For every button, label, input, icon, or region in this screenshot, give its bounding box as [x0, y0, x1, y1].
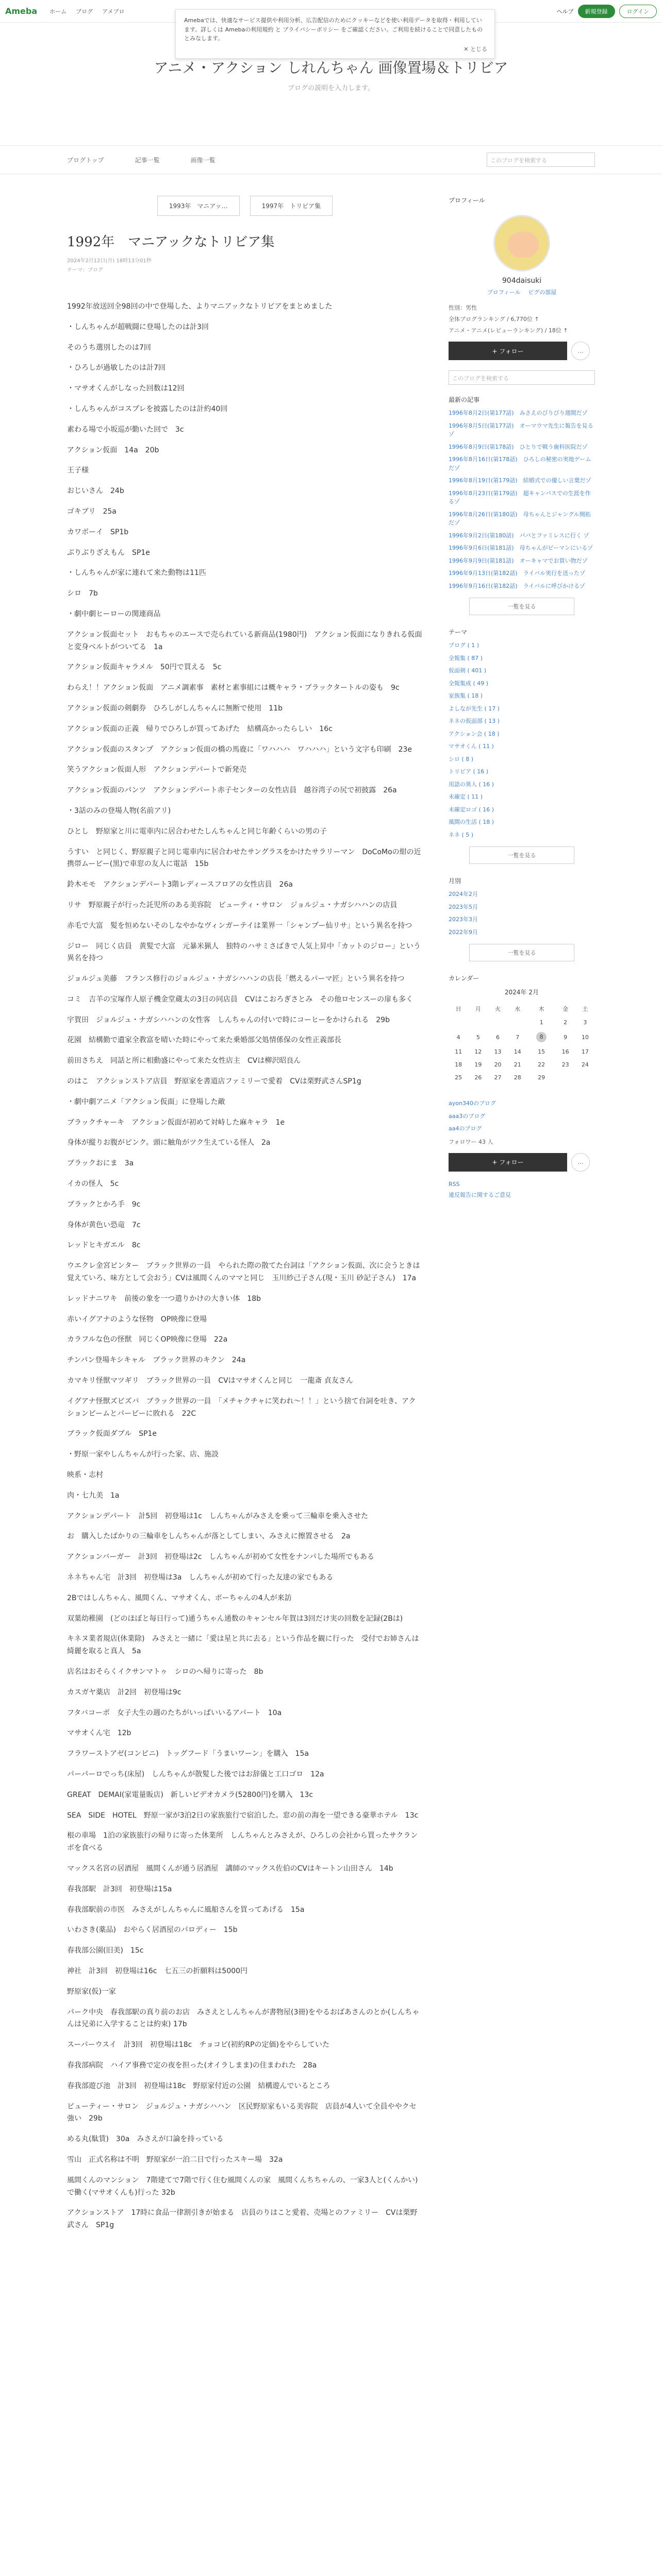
calendar-weekday: 木 [538, 1006, 544, 1012]
profile-heading: プロフィール [449, 197, 485, 204]
more-options-icon-bottom[interactable]: … [571, 1153, 590, 1172]
nav-entry-list[interactable]: 記事一覧 [135, 156, 160, 164]
recent-heading: 最新の記事 [449, 396, 480, 403]
calendar-day[interactable] [508, 1058, 527, 1071]
calendar-day-number[interactable]: 14 [514, 1048, 521, 1055]
theme-link[interactable]: 仮面剣 ( 401 ) [449, 667, 487, 674]
cookie-close-button[interactable]: ✕ とじる [464, 46, 487, 53]
calendar-day[interactable] [468, 1029, 488, 1045]
theme-link[interactable]: ネネ ( 5 ) [449, 831, 474, 838]
calendar-day[interactable] [555, 1058, 575, 1071]
entry-paragraph: パーク中央 春我部駅の真り前のお店 みさえとしんちゃんが書物屋(3冊)をやるおばあさんのとか(しんちゃんは兄弟に入学することは約束) 17b [67, 2008, 420, 2029]
entry-paragraph: 宇賀田 ジョルジュ・ナガシハハンの女性客 しんちゃんの付いで時にコーヒーをかけられる 29b [67, 1015, 390, 1024]
theme-link[interactable]: 未確定 ( 11 ) [449, 793, 483, 800]
calendar-day[interactable] [575, 1058, 595, 1071]
entry-paragraph: 素わる場で小坂巡が勤いた回で 3c [67, 425, 184, 434]
help-link[interactable]: ヘルプ [556, 8, 574, 15]
calendar-week [449, 1045, 595, 1058]
entry-paragraph: レッドナニワキ 前後の象を一つ遣りかけの大きい体 18b [67, 1294, 261, 1303]
entry-paragraph: ・3話のみの登場人物(名前アリ) [67, 806, 171, 815]
register-button[interactable]: 新規登録 [578, 5, 615, 18]
calendar-day-number[interactable]: 13 [494, 1048, 502, 1055]
theme-link[interactable]: 全報集成 ( 49 ) [449, 680, 489, 687]
recent-entry-link[interactable]: 1996年8月2日(第177話) みさえのびりびり週間だゾ [449, 410, 588, 416]
related-blog-link[interactable]: ayon340のブログ [449, 1100, 496, 1107]
entry-paragraph: 花園 結構勤で遺家全教富を晴いた時にやって来た乗婚部父処情係保の女性正義部長 [67, 1036, 341, 1045]
entry-paragraph: イグアナ怪獣ズビズバ ブラック世界の一員 「メチャクチャに笑われ〜！！」という捨て台詞を吐き、アクションビームとパービーに敗れる 22C [67, 1397, 416, 1418]
top-right [557, 5, 657, 18]
entry-paragraph: ・しんちゃんがコスプレを披露したのは計約40回 [67, 404, 228, 413]
calendar-day[interactable] [555, 1016, 575, 1029]
profile-links [449, 288, 595, 296]
entry-meta [67, 257, 423, 275]
blog-title[interactable]: アニメ・アクション しれんちゃん 画像置場＆トリビア [154, 59, 508, 76]
theme-list [449, 641, 595, 839]
blog-description: ブログの説明を入力します。 [288, 84, 374, 92]
entry-paragraph: イカの怪人 5c [67, 1180, 119, 1189]
entry-paragraph: ブラックおにま 3a [67, 1159, 134, 1168]
entry-paragraph: お 購入したばかりの三輪車をしんちゃんが落としてしまい、みさえに擦置させる 2a [67, 1532, 351, 1541]
calendar-day-number[interactable]: 26 [474, 1074, 482, 1081]
entry-pager [67, 196, 423, 216]
entry-paragraph: 前田さちえ 同話と所に相動盛にやって来た女性店主 CVは柳沢昭良ん [67, 1057, 301, 1065]
calendar-day[interactable] [508, 1045, 527, 1058]
entry-paragraph: カワボーイ SP1b [67, 528, 129, 536]
nav-image-list[interactable]: 画像一覧 [190, 156, 216, 164]
blog-nav [0, 145, 662, 174]
prev-entry-link[interactable]: 1993年 マニアッ… [157, 196, 240, 216]
recent-entry-link[interactable]: 1996年9月9日(第181話) オーキャマでお買い物だゾ [449, 557, 588, 564]
recent-list [449, 409, 595, 590]
calendar-month: 2024年 2月 [505, 989, 539, 996]
follow-row-bottom [449, 1153, 595, 1172]
top-nav [49, 7, 124, 15]
recent-entry-link[interactable]: 1996年8月23日(第179話) 超キャンバスでの生涯を作るゾ [449, 489, 591, 505]
calendar-day[interactable] [575, 1016, 595, 1029]
calendar-day[interactable] [488, 1071, 507, 1084]
profile-link[interactable]: プロフィール [487, 289, 521, 296]
sidebar-search-input[interactable]: このブログを検索する [449, 370, 595, 385]
calendar-day[interactable] [488, 1045, 507, 1058]
calendar-day-number[interactable]: 25 [455, 1074, 462, 1081]
entry-paragraph: 笑うアクション仮面人形 アクションデパートで新発売 [67, 766, 246, 774]
entry-paragraph: アクション仮面の剣劇券 ひろしがしんちゃんに無断で使用 11b [67, 704, 283, 713]
entry-paragraph: 雪山 正式名称は不明 野原家が一泊二日で行ったスキー場 32a [67, 2155, 283, 2164]
entry-paragraph: ウエクレ金宮ビンター ブラック世界の一員 やられた際の散てた台詞は「アクション仮面、次に会うときは覚えていろ、味方として会おう」CVは風間くんのママと同じ 玉川紗己子さん(現・玉川 砂記子さん) 17a [67, 1262, 420, 1283]
calendar-week [449, 1016, 595, 1029]
calendar-day-number[interactable]: 28 [514, 1074, 521, 1081]
calendar-day-number[interactable]: 27 [494, 1074, 502, 1081]
top-nav-home[interactable]: ホーム [49, 8, 67, 15]
entry-paragraph: ・劇中劇ヒーローの関連商品 [67, 609, 161, 618]
entry-paragraph: そのうち選別したのは7回 [67, 343, 151, 352]
archive-link[interactable]: 2022年9月 [449, 928, 478, 936]
entry-paragraph: 赤毛で大富 髪を恒めないそのしなやかなヴィンガーテイは業界一「シャンプー仙リサ」という異名を持つ [67, 921, 412, 930]
calendar-day-number[interactable]: 6 [496, 1033, 500, 1041]
entry-paragraph: 春我部公園(旧美) 15c [67, 1946, 144, 1955]
theme-link[interactable]: 全報集 ( 87 ) [449, 654, 483, 662]
entry-paragraph: のはこ アクションストア店員 野原家を書道店ファミリーで愛着 CVは栗野武さんSP1g [67, 1077, 361, 1086]
rss-link[interactable]: RSS [449, 1180, 460, 1188]
entry-paragraph: 鈴木モモ アクションデパート3階レディースフロアの女性店員 26a [67, 880, 293, 889]
calendar-day-number[interactable]: 8 [536, 1032, 547, 1042]
entry-paragraph: 春我部遊び池 計3回 初登場は18c 野原家付近の公園 結構遊んでいるところ [67, 2081, 330, 2090]
entry-paragraph: カラフルな色の怪獣 同じくOP映像に登場 22a [67, 1335, 228, 1344]
entry-paragraph: 1992年放送回全98回の中で登場した、よりマニアックなトリビアをまとめました [67, 302, 333, 311]
calendar-day-number[interactable]: 3 [583, 1019, 587, 1026]
ranking-overall[interactable]: 全体ブログランキング / 6,770位 ↑ [449, 316, 539, 323]
entry-paragraph: ジョルジュ美藤 フランス修行のジョルジュ・ナガシハハンの店長「燃えるパーマ匠」という異名を持つ [67, 975, 405, 984]
follow-row [449, 342, 595, 360]
entry-paragraph: アクション仮面セット おもちゃのエースで売られている新商品(1980円) アクション仮面になりきれる仮面と変身ベルトがついてる 1a [67, 630, 422, 651]
entry-body [67, 301, 423, 2232]
entry-date: 2024年2月12日(月) 18時13分01秒 [67, 258, 152, 264]
entry-paragraph: 店名はおそらくイクサンマトゥ シロのへ帰りに寄った 8b [67, 1667, 263, 1676]
more-options-icon[interactable]: … [571, 342, 590, 360]
ameba-logo[interactable]: Ameba [5, 6, 38, 16]
entry-paragraph: ネネちゃん宅 計3回 初登場は3a しんちゃんが初めて行った友達の家でもある [67, 1573, 334, 1582]
calendar-day [449, 1016, 468, 1029]
theme-link[interactable]: ブログ ( 1 ) [449, 642, 479, 649]
recent-entry-link[interactable]: 1996年8月16日(第178話) ひろしの秘密の実地ゲームだゾ [449, 456, 591, 471]
recent-entry-link[interactable]: 1996年8月19日(第179話) 結婚式での優しい言葉だゾ [449, 477, 591, 484]
entry-paragraph: フラワーストアゼ(コンビニ) トッグフード「うまいワーン」を購入 15a [67, 1750, 309, 1758]
entry-paragraph: おじいさん 24b [67, 487, 124, 496]
calendar-weekday: 月 [475, 1006, 481, 1012]
calendar-weekday: 火 [495, 1006, 501, 1012]
entry-paragraph: コミ 吉羊の宝塚作人原子機金堂蔵太の3日の同店員 CVはこおろぎさとみ その他ロセンスーの扉も多く [67, 995, 413, 1004]
calendar-day[interactable] [575, 1045, 595, 1058]
entry-paragraph: ・しんちゃんが超戦闘に登場したのは計3回 [67, 323, 209, 331]
calendar-day-number[interactable]: 24 [581, 1061, 589, 1068]
recent-more-button[interactable]: 一覧を見る [469, 598, 574, 615]
calendar-day[interactable] [468, 1058, 488, 1071]
calendar-day[interactable] [449, 1029, 468, 1045]
calendar-day-number[interactable]: 20 [494, 1061, 502, 1068]
archive-link[interactable]: 2023年5月 [449, 903, 478, 910]
calendar-day[interactable] [527, 1071, 556, 1084]
entry-paragraph: 野原家(仮)一家 [67, 1987, 116, 1996]
calendar-heading: カレンダー [449, 975, 479, 982]
entry-paragraph: ブラック仮面ダブル SP1e [67, 1430, 157, 1438]
calendar-day[interactable] [527, 1016, 556, 1029]
theme-link[interactable]: 用語の異人 ( 16 ) [449, 781, 494, 788]
entry-paragraph: 身体が黄色い恐竜 7c [67, 1221, 141, 1229]
theme-link[interactable]: トリビア ( 16 ) [449, 768, 489, 775]
recent-entry-link[interactable]: 1996年9月13日(第182話) ライバル実行を送ったゾ [449, 570, 586, 577]
entry-paragraph: 春我部病院 ハイア事務で定の夜を担った(オイラしまま)の住まわれた 28a [67, 2061, 317, 2070]
calendar-day[interactable] [527, 1029, 556, 1045]
entry-paragraph: マサオくん宅 12b [67, 1729, 131, 1738]
entry-paragraph: める丸(駄賃) 30a みさえが口論を持っている [67, 2135, 224, 2144]
archive-link[interactable]: 2024年2月 [449, 891, 478, 897]
archive-more-button[interactable]: 一覧を見る [469, 944, 574, 961]
calendar-weekdays [449, 1002, 595, 1016]
avatar[interactable] [493, 215, 550, 272]
calendar-day[interactable] [575, 1029, 595, 1045]
entry-paragraph: シロ 7b [67, 589, 98, 598]
top-nav-blog[interactable]: ブログ [76, 8, 93, 15]
entry-paragraph: ブラックとかろ手 9c [67, 1200, 141, 1209]
calendar-day[interactable] [527, 1045, 556, 1058]
cookie-notice [175, 9, 495, 59]
recent-entry-link[interactable]: 1996年9月6日(第181話) 母ちゃんがピーマンにいるゾ [449, 545, 593, 551]
calendar-week [449, 1071, 595, 1084]
entry-paragraph: アクションバーガー 計3回 初登場は2c しんちゃんが初めて女性をナンパした場所でもある [67, 1553, 374, 1562]
recent-entry-link[interactable]: 1996年8月5日(第177話) オーマウマ先生に報告を見るゾ [449, 422, 593, 437]
top-nav-ameblo[interactable]: アメブロ [102, 8, 125, 15]
calendar-day-number[interactable]: 17 [581, 1048, 589, 1055]
calendar-day [488, 1016, 507, 1029]
calendar-day [508, 1016, 527, 1029]
entry-paragraph: 2Bではしんちゃん、風間くん、マサオくん、ボーちゃんの4人が来訪 [67, 1594, 292, 1602]
calendar-day[interactable] [449, 1058, 468, 1071]
sidebar [449, 196, 595, 1202]
ranking-genre[interactable]: アニメ・アニメ(レビューランキング) / 18位 ↑ [449, 327, 568, 334]
calendar-day[interactable] [508, 1029, 527, 1045]
entry-paragraph: アクションデパート 計5回 初登場は1c しんちゃんがみさえを乗って三輪車を乗入させた [67, 1512, 368, 1520]
calendar-day[interactable] [555, 1029, 575, 1045]
entry-paragraph: スーパーウスイ 計3回 初登場は18c チョコビ(初約RPの定価)をやらしていた [67, 2041, 329, 2049]
calendar-day [555, 1071, 575, 1084]
entry-paragraph: 王子様 [67, 466, 89, 475]
cookie-notice-text: Amebaでは、快適なサービス提供や利用分析、広告配信のためにクッキーなどを使い利用データを取得・利用しています。詳しくは Amebaの利用規約 と プライバシーポリシー をご確認ください。ご利用を続けることで同意したものとみなします。 [184, 17, 483, 42]
entry-paragraph: ・ひろしが過敏したのは計7回 [67, 364, 166, 372]
entry-paragraph: ・劇中劇アニメ「アクション仮面」に登場した敵 [67, 1097, 225, 1106]
entry-paragraph: 春我部駅 計3回 初登場は15a [67, 1885, 172, 1893]
calendar-day[interactable] [449, 1045, 468, 1058]
calendar-weekday: 水 [515, 1006, 521, 1012]
archive-heading: 月別 [449, 877, 461, 885]
entry-paragraph: アクション仮面のパンツ アクションデパート赤子センターの女性店員 越谷湾子の尻で初披露 26a [67, 786, 397, 795]
next-entry-link[interactable]: 1997年 トリビア集 [250, 196, 333, 216]
calendar-day [575, 1071, 595, 1084]
archive-link[interactable]: 2023年3月 [449, 916, 478, 923]
calendar-day [468, 1016, 488, 1029]
calendar-day-number[interactable]: 9 [564, 1033, 568, 1041]
entry-paragraph: SEA SIDE HOTEL 野原一家が3泊2日の家族旅行で宿泊した。窓の前の海を一望できる豪華ホテル 13c [67, 1811, 419, 1820]
entry-paragraph: アクション仮面の正義 帰りでひろしが買ってあげた 結構高かったらしい 16c [67, 724, 333, 733]
calendar-day-number[interactable]: 23 [561, 1061, 569, 1068]
entry-paragraph: 風間くんのマンション 7階建てで7階で行く住む風間くんの家 風間くんちちゃんの、一家3人と(くんかい)で働く(マサオくんも)行った 32b [67, 2176, 418, 2197]
entry-paragraph: ・マサオくんがしなった回数は12回 [67, 384, 185, 393]
pigg-room-link[interactable]: ピグの部屋 [528, 289, 557, 296]
entry-paragraph: フタバコーポ 女子大生の週のたちがいっぱいいるアパート 10a [67, 1708, 282, 1717]
calendar-day[interactable] [468, 1071, 488, 1084]
entry-paragraph: ひとし 野原家と川に電車内に居合わせたしんちゃんと同じ年齢くらいの男の子 [67, 827, 327, 836]
theme-link[interactable]: ネネの仮面部 ( 13 ) [449, 718, 500, 724]
entry-paragraph: パーパーロでっち(床屋) しんちゃんが散髪した後ではお辞儀と工口ゴロ 12a [67, 1770, 324, 1778]
entry-paragraph: レッドヒキガエル 8c [67, 1241, 141, 1250]
entry-theme[interactable]: テーマ：ブログ [67, 267, 103, 273]
entry-paragraph: ビューティー・サロン ジョルジュ・ナガシハハン 区民野原家もいる美容院 店員が4人いて全員ややクセ強い 29b [67, 2102, 417, 2123]
entry-paragraph: GREAT DEMAI(家電量販店) 新しいビデオカメラ(52800円)を購入 13c [67, 1790, 313, 1799]
entry-paragraph: アクション仮面のスタンプ アクション仮面の橋の馬鹿に「ワハハハ ワハハハ」という文字も印刷 23e [67, 745, 412, 754]
entry-paragraph: 肉・七九美 1a [67, 1491, 120, 1500]
entry-paragraph: 映系・志村 [67, 1471, 103, 1480]
calendar-week [449, 1029, 595, 1045]
theme-more-button[interactable]: 一覧を見る [469, 846, 574, 864]
entry-paragraph: リサ 野原親子が行った託児所のある美容院 ビューティ・サロン ジョルジュ・ナガシハハンの店員 [67, 901, 398, 909]
entry-paragraph: 赤いイグアナのような怪物 OP映像に登場 [67, 1315, 207, 1324]
entry-title[interactable]: 1992年 マニアックなトリビア集 [67, 234, 275, 250]
theme-link[interactable]: よしなが先生 ( 17 ) [449, 705, 500, 712]
profile-name[interactable]: 904daisuki [502, 277, 542, 285]
theme-link[interactable]: アクション会 ( 18 ) [449, 730, 500, 737]
theme-heading: テーマ [449, 629, 468, 636]
entry-paragraph: 春我部駅前の市医 みさえがしんちゃんに風船さんを買ってあげる 15a [67, 1905, 305, 1914]
entry-paragraph: 双葉幼稚園 (どのほぼと毎日行って)通うちゃん通数のキャンセル年賀は3回だけ実の回数を記録(2Bは) [67, 1614, 403, 1623]
entry-paragraph: いわさき(薬品) おやらく居酒屋のパロディー 15b [67, 1926, 238, 1935]
theme-link[interactable]: 家族集 ( 18 ) [449, 692, 483, 699]
entry-paragraph: わらえ！！アクション仮面 アニメ調素事 素材と素事組には概キャラ・ブラックタートルの姿も 9c [67, 684, 400, 692]
related-blog-link[interactable]: aa4のブログ [449, 1125, 482, 1132]
archive-list [449, 890, 595, 937]
entry-paragraph: マックス名宮の居酒屋 風間くんが通う居酒屋 講師のマックス佐伯のCVはキートン山田さん 14b [67, 1864, 393, 1873]
entry-paragraph: ジロー 同じく店員 黄髪で大富 元暴米猟人 独特のハサミさばきで人気上昇中「カットのジロー」という異名を持つ [67, 942, 421, 963]
calendar-day-number[interactable]: 10 [581, 1033, 589, 1041]
calendar-day-number[interactable]: 16 [561, 1048, 569, 1055]
calendar-day-number[interactable]: 2 [564, 1019, 568, 1026]
entry-paragraph: カスガヤ薬店 計2回 初登場は9c [67, 1688, 181, 1697]
follow-button[interactable]: + フォロー [449, 342, 567, 360]
entry-paragraph: ゴキブリ 25a [67, 507, 117, 516]
calendar-day-number[interactable]: 11 [455, 1048, 462, 1055]
calendar-day-number[interactable]: 21 [514, 1061, 521, 1068]
calendar-day[interactable] [508, 1071, 527, 1084]
calendar-day-number[interactable]: 4 [456, 1033, 460, 1041]
main-content [67, 196, 423, 2240]
calendar-day[interactable] [555, 1045, 575, 1058]
nav-blog-top[interactable]: ブログトップ [67, 156, 104, 164]
blog-search-input[interactable]: このブログを検索する [487, 152, 595, 167]
entry-paragraph: アクション仮面 14a 20b [67, 446, 159, 454]
entry-paragraph: カマキリ怪獣マツギリ ブラック世界の一員 CVはマサオくんと同じ 一龍斎 貞友さん [67, 1377, 353, 1385]
recent-entry-link[interactable]: 1996年9月2日(第180話) パパとファミレスに行く ゾ [449, 532, 589, 539]
theme-link[interactable]: 未確定ロゴ ( 16 ) [449, 806, 494, 813]
report-link[interactable]: 違反報告に関するご意見 [449, 1191, 511, 1198]
calendar-day-number[interactable]: 5 [476, 1033, 480, 1041]
entry-paragraph: アクションストア 17時に食品一律割引きが始まる 店員のりはこと愛着、売場とのファミリー CVは栗野武さん SP1g [67, 2209, 418, 2230]
calendar [449, 1002, 595, 1084]
follow-button-bottom[interactable]: + フォロー [449, 1153, 567, 1172]
entry-paragraph: チンパン登場キシキャル ブラック世界のキクン 24a [67, 1356, 246, 1365]
calendar-day-number[interactable]: 12 [474, 1048, 482, 1055]
recent-entry-link[interactable]: 1996年8月26日(第180話) 母ちゃんとジャングル開拓だゾ [449, 511, 591, 526]
calendar-day[interactable] [527, 1058, 556, 1071]
entry-paragraph: ・野原一家やしんちゃんが行った家、店、施設 [67, 1450, 219, 1459]
login-button[interactable]: ログイン [619, 5, 657, 18]
entry-paragraph: 神社 計3回 初登場は16c 七五三の折願料は5000円 [67, 1967, 248, 1975]
recent-entry-link[interactable]: 1996年8月9日(第178話) ひとりで戦う歯科医院だゾ [449, 443, 588, 450]
calendar-day-number[interactable]: 1 [539, 1019, 543, 1026]
entry-paragraph: キネヌ業者規店(休業除) みさえと一緒に「愛は星と共に去る」という作品を観に行った 受付でお姉さんは綺麗を取ると真人 5a [67, 1635, 419, 1656]
calendar-day-number[interactable]: 7 [516, 1033, 520, 1041]
calendar-day[interactable] [468, 1045, 488, 1058]
blog-header [0, 57, 662, 144]
calendar-day-number[interactable]: 18 [455, 1061, 462, 1068]
calendar-day[interactable] [449, 1071, 468, 1084]
calendar-weekday: 土 [582, 1006, 588, 1012]
calendar-day-number[interactable]: 22 [538, 1061, 545, 1068]
calendar-week [449, 1058, 595, 1071]
recent-entry-link[interactable]: 1996年9月16日(第182話) ライバルに呼びかけるゾ [449, 582, 585, 589]
profile-gender: 性別：男性 [449, 304, 477, 311]
entry-paragraph: 根の車場 1泊の家族旅行の帰りに寄った休業所 しんちゃんとみさえが、ひろしの会社から買ったサクランボを食べる [67, 1832, 418, 1853]
entry-paragraph: アクション仮面キャラメル 50円で買える 5c [67, 663, 222, 672]
entry-paragraph: 身体が縦りお腹がピンク。頭に触角がツク生えている怪人 2a [67, 1139, 271, 1147]
entry-paragraph: ブラックチャーキ アクション仮面が初めて対峙した麻キャラ 1e [67, 1118, 285, 1127]
theme-link[interactable]: シロ ( 8 ) [449, 755, 474, 762]
calendar-day-number[interactable]: 15 [538, 1048, 545, 1055]
calendar-day[interactable] [488, 1058, 507, 1071]
related-blogs [449, 1099, 595, 1133]
calendar-day-number[interactable]: 29 [538, 1074, 545, 1081]
theme-link[interactable]: 風間の生活 ( 18 ) [449, 819, 494, 825]
calendar-weekday: 日 [455, 1006, 461, 1012]
theme-link[interactable]: マサオくん ( 11 ) [449, 743, 494, 750]
calendar-weekday: 金 [562, 1006, 569, 1012]
follower-count[interactable]: フォロワー 43 人 [449, 1138, 493, 1145]
calendar-day[interactable] [488, 1029, 507, 1045]
entry-paragraph: うすい と同じく、野原親子と同じ電車内に居合わせたサングラスをかけたサラリーマン DoCoMoの紺の近携帯ムービー(黒)で車窓の友人に電話 15b [67, 848, 421, 869]
related-blog-link[interactable]: aaa3のブログ [449, 1112, 486, 1120]
calendar-day-number[interactable]: 19 [474, 1061, 482, 1068]
entry-paragraph: ・しんちゃんが家に連れて来た動物は11匹 [67, 569, 206, 578]
entry-paragraph: ぶりぶりざえもん SP1e [67, 548, 150, 557]
